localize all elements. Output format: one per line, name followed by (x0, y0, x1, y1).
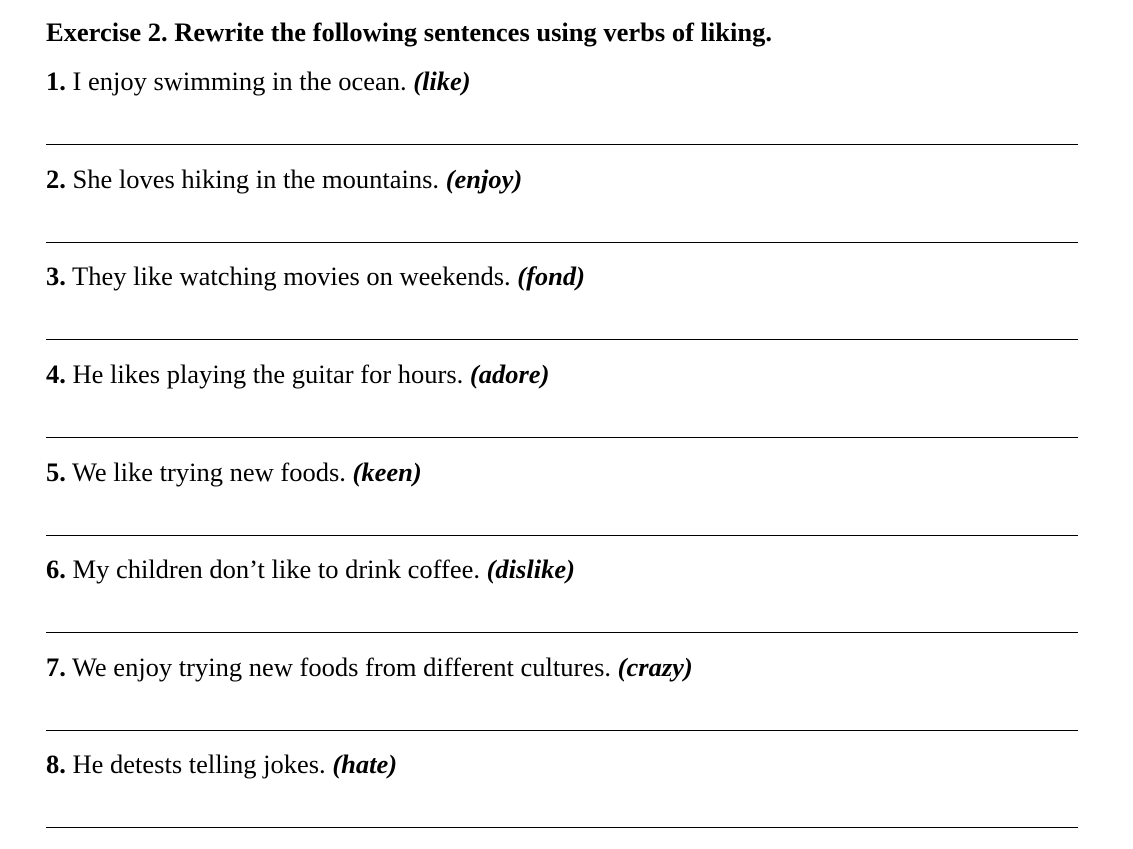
verb-hint: (crazy) (617, 652, 693, 682)
sentence-6 (46, 551, 575, 587)
exercise-item-5 (46, 454, 1078, 552)
sentence-text: We like trying new foods. (72, 457, 346, 487)
answer-line-4[interactable] (46, 437, 1078, 438)
exercise-item-7 (46, 649, 1078, 747)
item-number: 8. (46, 749, 66, 779)
verb-hint: (hate) (332, 749, 398, 779)
item-number: 4. (46, 359, 66, 389)
exercise-item-2 (46, 161, 1078, 259)
sentence-8 (46, 746, 397, 782)
exercise-item-8 (46, 746, 1078, 844)
sentence-4 (46, 356, 549, 392)
sentence-3 (46, 258, 585, 294)
sentence-5 (46, 454, 422, 490)
item-number: 6. (46, 554, 66, 584)
exercise-title: Exercise 2. Rewrite the following sentences using verbs of liking. (46, 17, 772, 47)
sentence-text: My children don’t like to drink coffee. (72, 554, 480, 584)
answer-line-1[interactable] (46, 144, 1078, 145)
verb-hint: (adore) (469, 359, 550, 389)
answer-line-5[interactable] (46, 535, 1078, 536)
verb-hint: (dislike) (486, 554, 575, 584)
exercise-item-1 (46, 63, 1078, 161)
answer-line-8[interactable] (46, 827, 1078, 828)
sentence-7 (46, 649, 693, 685)
item-number: 7. (46, 652, 66, 682)
sentence-2 (46, 161, 522, 197)
sentence-1 (46, 63, 471, 99)
answer-line-2[interactable] (46, 242, 1078, 243)
item-number: 1. (46, 66, 66, 96)
verb-hint: (enjoy) (445, 164, 523, 194)
sentence-text: He likes playing the guitar for hours. (72, 359, 464, 389)
exercise-item-4 (46, 356, 1078, 454)
sentence-text: They like watching movies on weekends. (72, 261, 511, 291)
answer-line-6[interactable] (46, 632, 1078, 633)
answer-line-3[interactable] (46, 339, 1078, 340)
verb-hint: (fond) (517, 261, 585, 291)
exercise-item-6 (46, 551, 1078, 649)
item-number: 5. (46, 457, 66, 487)
verb-hint: (like) (413, 66, 471, 96)
item-number: 3. (46, 261, 66, 291)
item-number: 2. (46, 164, 66, 194)
verb-hint: (keen) (352, 457, 422, 487)
sentence-text: I enjoy swimming in the ocean. (72, 66, 407, 96)
sentence-text: We enjoy trying new foods from different cultures. (72, 652, 612, 682)
sentence-text: She loves hiking in the mountains. (72, 164, 440, 194)
answer-line-7[interactable] (46, 730, 1078, 731)
sentence-text: He detests telling jokes. (72, 749, 326, 779)
exercise-item-3 (46, 258, 1078, 356)
